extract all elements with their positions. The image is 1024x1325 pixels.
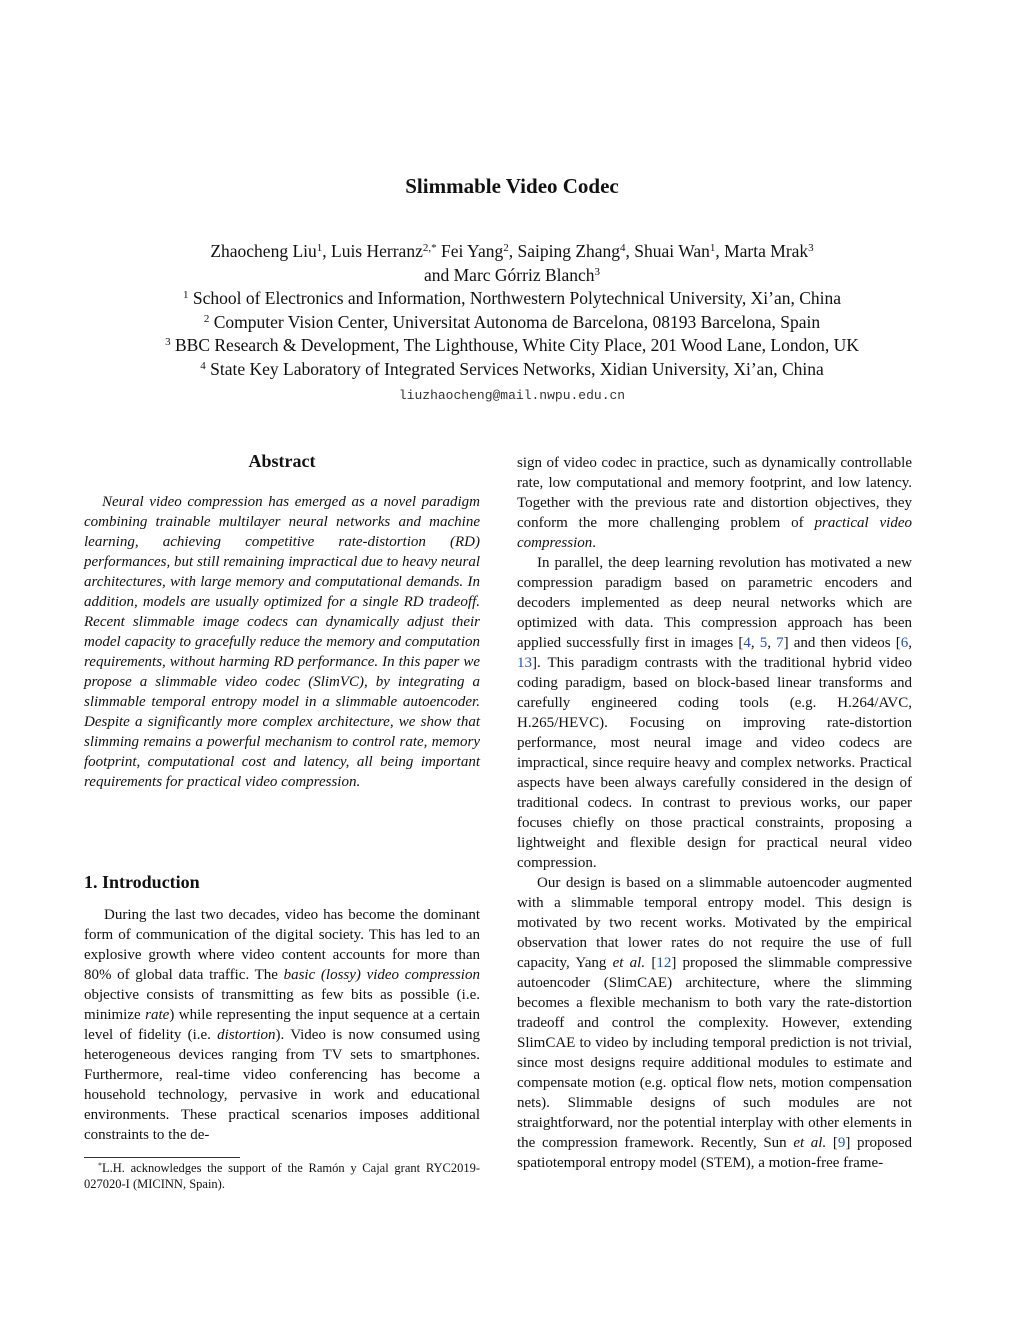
citation-link[interactable]: 12: [656, 955, 672, 971]
citation-link[interactable]: 7: [776, 635, 784, 651]
author-name: and Marc Górriz Blanch: [423, 264, 595, 285]
citation-link[interactable]: 9: [837, 1135, 846, 1151]
affiliation: [0, 358, 1024, 382]
emphasis: et al.: [793, 1135, 827, 1151]
footnote-text: L.H. acknowledges the support of the Ramón y Cajal grant RYC2019-027020-I (MICINN, Spain).: [84, 1161, 480, 1191]
author-affiliation-mark: 2: [503, 242, 509, 254]
abstract-heading: Abstract: [248, 451, 316, 471]
authors-line-2: [0, 264, 1024, 288]
emphasis: basic (lossy) video compression: [283, 967, 480, 983]
paragraph: sign of video codec in practice, such as dynamically controllable rate, low computational and memory footprint, and low latency. Together with the previous rate and distortion objectives, they conform the more challenging problem of practical video compression.: [517, 455, 913, 551]
footnote: [84, 1160, 480, 1192]
author-affiliation-mark: 1: [709, 242, 716, 254]
affiliation-text: State Key Laboratory of Integrated Services Networks, Xidian University, Xi’an, China: [210, 358, 824, 379]
emphasis: distortion: [217, 1027, 276, 1043]
footnote-divider: [84, 1157, 240, 1158]
author-name: Marta Mrak: [724, 241, 809, 261]
authors-line-1: Zhaocheng Liu$^1$, Luis Herranz$^{2,*}$ Fei Yang$^2$, Saiping Zhang$^4$, Shuai Wan$^1$, Marta Mrak$^3$: [210, 241, 814, 261]
author-affiliation-mark: 3: [594, 265, 601, 278]
author-name: Luis Herranz: [331, 241, 423, 261]
introduction-body: [84, 905, 480, 1145]
citation-link[interactable]: 6: [900, 635, 909, 651]
author-affiliation-mark: 1: [316, 242, 323, 254]
affiliation-text: School of Electronics and Information, Northwestern Polytechnical University, Xi’an, China: [192, 288, 842, 308]
affiliation-text: BBC Research & Development, The Lighthouse, White City Place, 201 Wood Lane, London, UK: [174, 335, 859, 355]
author-affiliation-mark: 3: [808, 242, 814, 254]
author-name: Zhaocheng Liu: [210, 241, 317, 261]
paper-title: Slimmable Video Codec: [405, 174, 619, 198]
emphasis: rate: [145, 1007, 170, 1023]
citation-link[interactable]: 4: [743, 635, 751, 651]
affiliation-number: 1: [182, 289, 189, 301]
paragraph: Our design is based on a slimmable autoencoder augmented with a slimmable temporal entropy model. This design is motivated by two recent works. Motivated by the empirical observation that lower rates do not require the use of full capacity, Yang et al. [12] proposed the slimmable compressive autoencoder (SlimCAE) architecture, where the slimming becomes a flexible mechanism to both vary the rate-distortion tradeoff and control the complexity. However, extending SlimCAE to video by including temporal prediction is not trivial, since most designs require additional modules to estimate and compensate motion (e.g. optical flow nets, motion compensation nets). Slimmable designs of such modules are not straightforward, nor the potential interplay with other elements in the compression framework. Recently, Sun et al. [9] proposed spatiotemporal entropy model (STEM), a motion-free frame-: [517, 875, 912, 1171]
affiliation: [0, 287, 1024, 311]
affiliation: [0, 334, 1024, 358]
author-affiliation-mark: 2,*: [422, 242, 437, 254]
emphasis: practical video compression: [517, 515, 913, 551]
footnote-mark: *: [98, 1161, 102, 1170]
author-name: Saiping Zhang: [517, 241, 621, 261]
affiliation: [0, 311, 1024, 335]
affiliation-text: Computer Vision Center, Universitat Autonoma de Barcelona, 08193 Barcelona, Spain: [213, 311, 821, 332]
introduction-heading: 1. Introduction: [84, 872, 200, 892]
author-name: Fei Yang: [440, 241, 504, 261]
contact-email[interactable]: liuzhaocheng@mail.nwpu.edu.cn: [398, 388, 626, 403]
abstract-text: Neural video compression has emerged as a novel paradigm combining trainable multilayer neural networks and machine learning, achieving competitive rate-distortion (RD) performances, but still remaining impractical due to heavy neural architectures, with large memory and computational demands. In addition, models are usually optimized for a single RD tradeoff. Recent slimmable image codecs can dynamically adjust their model capacity to gracefully reduce the memory and computation requirements, without harming RD performance. In this paper we propose a slimmable video codec (SlimVC), by integrating a slimmable temporal entropy model in a slimmable autoencoder. Despite a significantly more complex architecture, we show that slimming remains a powerful mechanism to control rate, memory footprint, computational cost and latency, all being important requirements for practical video compression.: [84, 494, 480, 790]
author-block: [0, 240, 1024, 408]
citation-link[interactable]: 13: [517, 655, 532, 671]
author-name: Shuai Wan: [634, 241, 710, 261]
emphasis: et al.: [612, 955, 646, 971]
author-affiliation-mark: 4: [620, 242, 626, 254]
affiliation-number: 4: [200, 359, 206, 372]
right-column-body: [517, 453, 912, 1173]
citation-link[interactable]: 5: [759, 635, 768, 651]
paragraph: During the last two decades, video has become the dominant form of communication of the digital society. This has led to an explosive growth where video content accounts for more than 80% of global data traffic. The basic (lossy) video compression objective consists of transmitting as few bits as possible (i.e. minimize rate) while representing the input sequence at a certain level of fidelity (i.e. distortion). Video is now consumed using heterogeneous devices ranging from TV sets to smartphones. Furthermore, real-time video conferencing has become a household technology, pervasive in work and educational environments. These practical scenarios imposes additional constraints to the de-: [84, 907, 481, 1143]
affiliation-number: 3: [165, 336, 171, 348]
paragraph: In parallel, the deep learning revolution has motivated a new compression paradigm based on parametric encoders and decoders implemented as deep neural networks which are optimized with data. This compression approach has been applied successfully first in images [4, 5, 7] and then videos [6, 13]. This paradigm contrasts with the traditional hybrid video coding paradigm, based on block-based linear transforms and carefully engineered coding tools (e.g. H.264/AVC, H.265/HEVC). Focusing on improving rate-distortion performance, most neural image and video codecs are impractical, since require heavy and complex networks. Practical aspects have been always carefully considered in the design of traditional codecs. In contrast to previous works, our paper focuses chiefly on those practical constraints, proposing a lightweight and flexible design for practical neural video compression.: [517, 555, 913, 871]
affiliation-number: 2: [203, 312, 210, 325]
